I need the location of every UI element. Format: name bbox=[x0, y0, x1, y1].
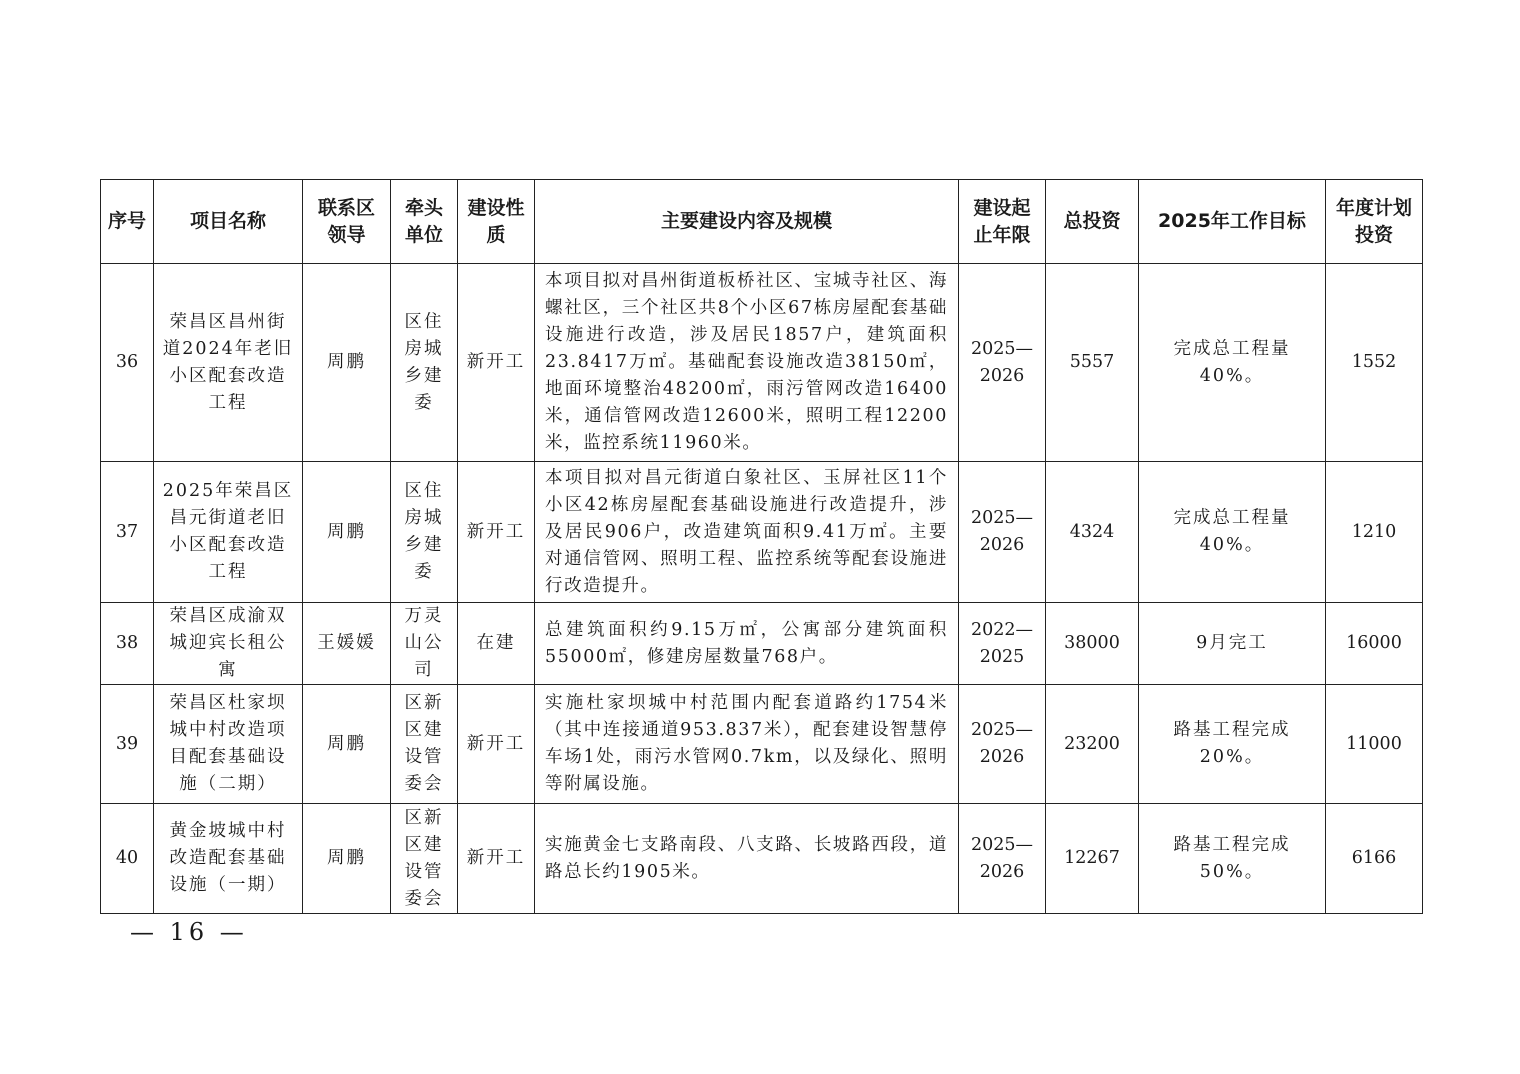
cell-nature: 在建 bbox=[458, 603, 535, 685]
header-period: 建设起止年限 bbox=[959, 180, 1046, 264]
cell-goal: 完成总工程量40%。 bbox=[1139, 264, 1326, 462]
cell-leader: 周鹏 bbox=[303, 804, 391, 914]
cell-leader: 周鹏 bbox=[303, 685, 391, 804]
table-row bbox=[101, 264, 1423, 462]
cell-goal: 路基工程完成20%。 bbox=[1139, 685, 1326, 804]
cell-annual: 16000 bbox=[1326, 603, 1423, 685]
cell-annual: 6166 bbox=[1326, 804, 1423, 914]
cell-goal: 9月完工 bbox=[1139, 603, 1326, 685]
header-content: 主要建设内容及规模 bbox=[535, 180, 959, 264]
cell-nature: 新开工 bbox=[458, 685, 535, 804]
cell-period: 2025—2026 bbox=[959, 264, 1046, 462]
cell-seq: 36 bbox=[101, 264, 154, 462]
cell-unit: 万灵山公司 bbox=[391, 603, 458, 685]
header-annual: 年度计划投资 bbox=[1326, 180, 1423, 264]
cell-period: 2025—2026 bbox=[959, 804, 1046, 914]
header-nature: 建设性质 bbox=[458, 180, 535, 264]
header-name: 项目名称 bbox=[154, 180, 303, 264]
cell-nature: 新开工 bbox=[458, 462, 535, 603]
table-header-row bbox=[101, 180, 1423, 264]
cell-content: 本项目拟对昌元街道白象社区、玉屏社区11个小区42栋房屋配套基础设施进行改造提升，涉及居民906户，改造建筑面积9.41万㎡。主要对通信管网、照明工程、监控系统等配套设施进行改造提升。 bbox=[535, 462, 959, 603]
cell-total: 12267 bbox=[1046, 804, 1139, 914]
cell-total: 23200 bbox=[1046, 685, 1139, 804]
cell-unit: 区住房城乡建委 bbox=[391, 264, 458, 462]
cell-name: 荣昌区杜家坝城中村改造项目配套基础设施（二期） bbox=[154, 685, 303, 804]
cell-leader: 王媛媛 bbox=[303, 603, 391, 685]
cell-total: 38000 bbox=[1046, 603, 1139, 685]
header-unit: 牵头单位 bbox=[391, 180, 458, 264]
cell-content: 实施黄金七支路南段、八支路、长坡路西段，道路总长约1905米。 bbox=[535, 804, 959, 914]
cell-name: 荣昌区昌州街道2024年老旧小区配套改造工程 bbox=[154, 264, 303, 462]
cell-total: 4324 bbox=[1046, 462, 1139, 603]
cell-leader: 周鹏 bbox=[303, 462, 391, 603]
cell-nature: 新开工 bbox=[458, 264, 535, 462]
cell-name: 黄金坡城中村改造配套基础设施（一期） bbox=[154, 804, 303, 914]
cell-seq: 40 bbox=[101, 804, 154, 914]
cell-goal: 路基工程完成50%。 bbox=[1139, 804, 1326, 914]
table-row bbox=[101, 603, 1423, 685]
cell-name: 2025年荣昌区昌元街道老旧小区配套改造工程 bbox=[154, 462, 303, 603]
page-number: — 16 — bbox=[130, 918, 248, 946]
cell-annual: 11000 bbox=[1326, 685, 1423, 804]
table-row bbox=[101, 462, 1423, 603]
table-row bbox=[101, 685, 1423, 804]
cell-unit: 区新区建设管委会 bbox=[391, 804, 458, 914]
table-row bbox=[101, 804, 1423, 914]
cell-content: 实施杜家坝城中村范围内配套道路约1754米（其中连接通道953.837米），配套建设智慧停车场1处，雨污水管网0.7km，以及绿化、照明等附属设施。 bbox=[535, 685, 959, 804]
cell-seq: 38 bbox=[101, 603, 154, 685]
header-total: 总投资 bbox=[1046, 180, 1139, 264]
cell-content: 总建筑面积约9.15万㎡，公寓部分建筑面积55000㎡，修建房屋数量768户。 bbox=[535, 603, 959, 685]
cell-nature: 新开工 bbox=[458, 804, 535, 914]
cell-seq: 37 bbox=[101, 462, 154, 603]
cell-annual: 1210 bbox=[1326, 462, 1423, 603]
cell-period: 2025—2026 bbox=[959, 462, 1046, 603]
cell-leader: 周鹏 bbox=[303, 264, 391, 462]
cell-seq: 39 bbox=[101, 685, 154, 804]
cell-total: 5557 bbox=[1046, 264, 1139, 462]
cell-annual: 1552 bbox=[1326, 264, 1423, 462]
cell-content: 本项目拟对昌州街道板桥社区、宝城寺社区、海螺社区，三个社区共8个小区67栋房屋配套基础设施进行改造，涉及居民1857户，建筑面积23.8417万㎡。基础配套设施改造38150㎡，地面环境整治48200㎡，雨污管网改造16400米，通信管网改造12600米，照明工程12200米，监控系统11960米。 bbox=[535, 264, 959, 462]
cell-unit: 区住房城乡建委 bbox=[391, 462, 458, 603]
project-table bbox=[100, 179, 1423, 914]
cell-unit: 区新区建设管委会 bbox=[391, 685, 458, 804]
cell-goal: 完成总工程量40%。 bbox=[1139, 462, 1326, 603]
cell-name: 荣昌区成渝双城迎宾长租公寓 bbox=[154, 603, 303, 685]
cell-period: 2025—2026 bbox=[959, 685, 1046, 804]
header-goal: 2025年工作目标 bbox=[1139, 180, 1326, 264]
header-seq: 序号 bbox=[101, 180, 154, 264]
header-leader: 联系区领导 bbox=[303, 180, 391, 264]
cell-period: 2022—2025 bbox=[959, 603, 1046, 685]
